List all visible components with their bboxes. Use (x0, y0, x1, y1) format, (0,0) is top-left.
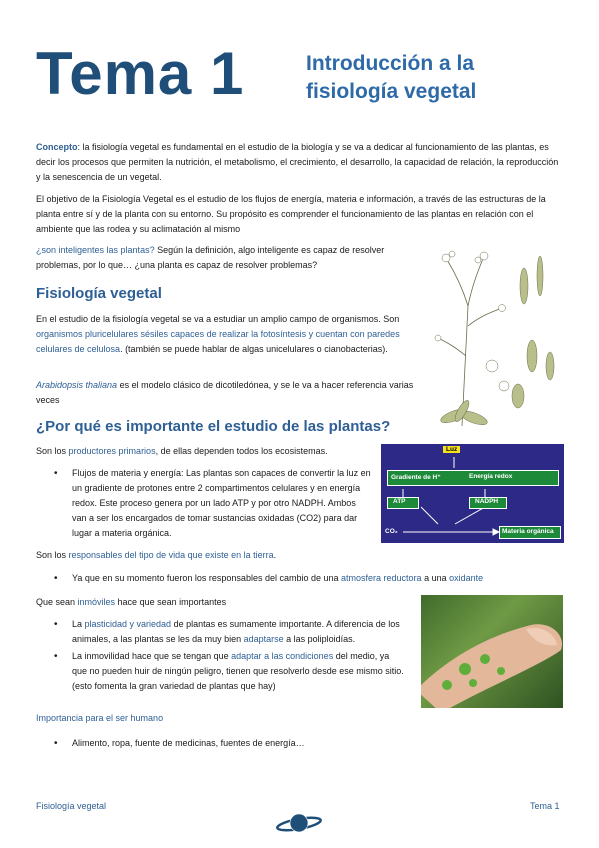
inteligentes-text: Según la definición, algo inteligente es capaz de resolver problemas, por lo que… ¿una planta es capaz de resolver problemas? (36, 245, 385, 270)
plast-link: plasticidad y variedad (84, 619, 172, 629)
arabidopsis-link: Arabidopsis thaliana (36, 380, 118, 390)
inmoviles-text-b: hace que sean importantes (115, 597, 227, 607)
inteligentes-question: ¿son inteligentes las plantas? (36, 245, 155, 255)
inmoviles-list (36, 617, 406, 694)
tema-title: Tema 1 (36, 40, 245, 107)
diagram-luz: Luz (443, 446, 460, 453)
arabidopsis-text: es el modelo clásico de dicotiledónea, y se le va a hacer referencia varias veces (36, 380, 414, 405)
planet-logo-icon (276, 810, 322, 838)
subtitle-line2: fisiología vegetal (306, 80, 477, 103)
plast-text-b: de plantas es sumamente importante. A diferencia de los animales, a las plantas se les da muy bien (72, 619, 400, 644)
atm-link-reductora: atmosfera reductora (341, 573, 422, 583)
plant-drawing (432, 246, 562, 432)
inmoviles-text-a: Que sean (36, 597, 78, 607)
diagram-nadph: NADPH (475, 498, 499, 505)
arabidopsis-paragraph (36, 378, 416, 408)
diagram-co2: CO₂ (385, 528, 398, 535)
productores-paragraph (36, 444, 376, 459)
arabidopsis-illustration (432, 246, 562, 432)
plast-link-adaptarse: adaptarse (243, 634, 284, 644)
responsables-link: responsables del tipo de vida que existe en la tierra (68, 550, 274, 560)
atm-text-mid: a una (421, 573, 450, 583)
fisiologia-heading: Fisiología vegetal (36, 285, 162, 302)
productores-text-b: , de ellas dependen todos los ecosistemas. (155, 446, 328, 456)
diagram-gradiente: Gradiente de H⁺ (391, 474, 441, 481)
diagram-redox: Energía redox (469, 473, 513, 480)
diagram-materia: Materia orgánica (502, 528, 554, 535)
responsables-paragraph (36, 548, 556, 563)
inmovilidad-item (36, 649, 406, 694)
inmoviles-link: inmóviles (77, 597, 116, 607)
concepto-text: : la fisiología vegetal es fundamental en el estudio de la biología y se va a dedicar al funcionamiento de las plantas, es decir los procesos que permiten la nutrición, el metabolismo, el crecimiento, el desarrollo, la capacidad de relación, la reproducción y la senescencia de un vegetal. (36, 142, 559, 182)
page-subtitle (306, 50, 546, 106)
subtitle-line1: Introducción a la (306, 52, 475, 75)
fisiologia-paragraph (36, 312, 426, 357)
inmov-text-b: del medio, ya que no pueden huir de ningún peligro, tienen que resolverlo desde ese mismo sitio. (esto fomenta la gran variedad de plantas que hay) (72, 651, 404, 691)
footer-left: Fisiología vegetal (36, 801, 107, 811)
atmosfera-list (36, 571, 562, 586)
plast-text-a: La (72, 619, 85, 629)
inmov-text-a: La inmovilidad hace que se tengan que (72, 651, 232, 661)
plast-text-c: a las poliploidías. (283, 634, 356, 644)
responsables-text-a: Son los (36, 550, 69, 560)
inmoviles-paragraph (36, 595, 406, 610)
flujos-list (36, 466, 372, 541)
atmosfera-item (36, 571, 562, 586)
flujos-item: • Flujos de materia y energía: Las plantas son capaces de convertir la luz en un gradiente de protones entre 2 compartimentos celulares y en energía redox. Este proceso genera por un lado ATP y por otro NADPH. Ambos van a ser los encargados de tomar sustancias oxidadas (CO2) para dar lugar a materia orgánica. (36, 466, 372, 541)
alimento-item: • Alimento, ropa, fuente de medicinas, fuentes de energía… (36, 736, 562, 751)
importancia-list (36, 736, 562, 751)
finger-drawing (421, 595, 563, 708)
atm-text-a: Ya que en su momento fueron los responsables del cambio de una (72, 573, 342, 583)
fisiologia-text-a: En el estudio de la fisiología vegetal se va a estudiar un amplio campo de organismos. Son (36, 314, 400, 324)
fisiologia-link: organismos pluricelulares sésiles capaces de realizar la fotosíntesis y cuentan con paredes celulares de celulosa (36, 329, 400, 354)
inteligentes-paragraph (36, 243, 391, 273)
productores-link: productores primarios (68, 446, 156, 456)
footer-right: Tema 1 (530, 801, 560, 811)
plasticidad-item (36, 617, 406, 647)
concepto-paragraph (36, 140, 562, 185)
productores-text-a: Son los (36, 446, 69, 456)
concepto-label: Concepto (36, 142, 78, 152)
objetivo-paragraph: El objetivo de la Fisiología Vegetal es el estudio de los flujos de energía, materia e información, a través de las estructuras de la planta entre sí y de la planta con su entorno. Su propósito es comprender el funcionamiento de las plantas en relación con el ambiente que las rodea y su aclimatación al mismo (36, 194, 546, 234)
importancia-heading: Importancia para el ser humano (36, 713, 164, 723)
photosynthesis-diagram (381, 444, 564, 543)
plant-on-finger-photo (421, 595, 563, 708)
diagram-atp: ATP (393, 498, 406, 505)
atm-link-oxidante: oxidante (449, 573, 484, 583)
fisiologia-text-b: . (también se puede hablar de algas unicelulares o cianobacterias). (120, 344, 388, 354)
porque-heading: ¿Por qué es importante el estudio de las plantas? (36, 418, 391, 435)
inmov-link: adaptar a las condiciones (231, 651, 334, 661)
responsables-text-b: . (273, 550, 277, 560)
